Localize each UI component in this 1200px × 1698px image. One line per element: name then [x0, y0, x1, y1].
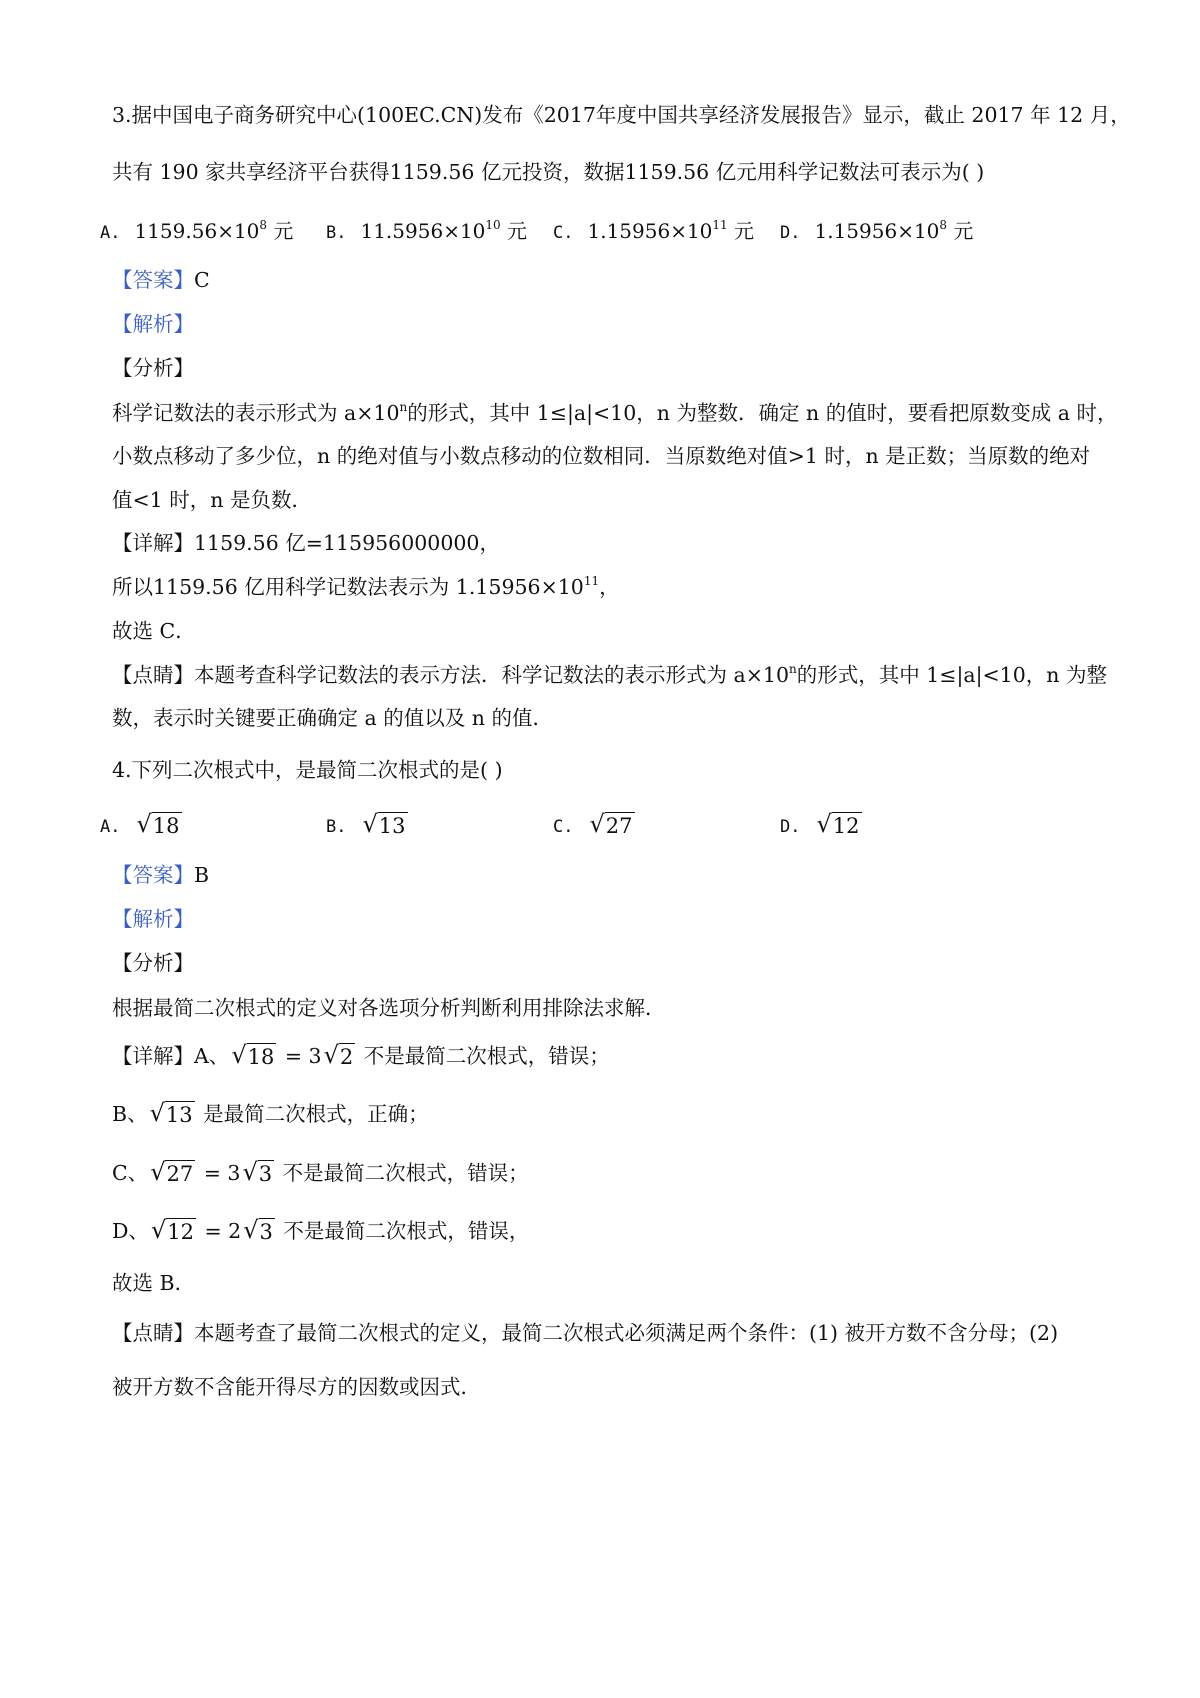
text-run: = 3 [197, 1161, 241, 1185]
q4-option-b [326, 810, 410, 842]
option-letter: A. [100, 223, 121, 243]
radicand: 13 [165, 1103, 193, 1127]
radicand: 27 [166, 1162, 194, 1186]
text-run: ， [599, 575, 620, 599]
option-unit: 元 [947, 219, 974, 243]
text-run: = 3 [278, 1044, 322, 1068]
radicand: 18 [247, 1045, 275, 1069]
option-exponent: 8 [259, 218, 268, 232]
radical: √ 3 [242, 1158, 273, 1186]
answer-value: C [194, 268, 210, 292]
q3-comment-line1 [112, 660, 1107, 690]
radicand: 12 [167, 1220, 194, 1244]
option-letter: C. [553, 223, 574, 243]
q3-comment-line2: 数，表示时关键要正确确定 a 的值以及 n 的值． [112, 706, 553, 730]
radicand: 18 [152, 814, 180, 838]
text-run: 是最简二次根式，正确； [196, 1102, 429, 1126]
answer-tag: 【答案】 [112, 268, 194, 292]
q4-detail-b [112, 1099, 1100, 1129]
comment-tag: 【点睛】 [112, 663, 194, 687]
text-run: = 2 [197, 1219, 242, 1243]
superscript: n [789, 662, 797, 676]
text-run: 的形式，其中 1≤|a|<10，n 为整数．确定 n 的值时，要看把原数变成 a 时， [407, 401, 1118, 425]
option-exponent: 11 [712, 218, 728, 232]
q4-answer [112, 860, 1100, 890]
q4-detail-c [112, 1158, 1100, 1188]
q3-stem-line2: 共有 190 家共享经济平台获得1159.56 亿元投资，数据1159.56 亿元用科学记数法可表示为( ) [112, 160, 985, 184]
q4-stem: 4.下列二次根式中，是最简二次根式的是( ) [112, 758, 503, 782]
q3-fenxi-line2: 小数点移动了多少位，n 的绝对值与小数点移动的位数相同．当原数绝对值>1 时，n 是正数；当原数的绝对 [112, 444, 1091, 468]
option-mantissa: 1.15956×10 [814, 219, 940, 243]
answer-tag: 【答案】 [112, 863, 194, 887]
radicand: 3 [258, 1162, 273, 1186]
option-mantissa: 1.15956×10 [587, 219, 713, 243]
q3-fenxi-tag: 【分析】 [112, 356, 194, 380]
q4-fenxi: 根据最简二次根式的定义对各选项分析判断利用排除法求解． [112, 996, 666, 1020]
option-unit: 元 [267, 219, 294, 243]
q3-detail [112, 528, 1100, 558]
text-run: 本题考查科学记数法的表示方法．科学记数法的表示形式为 a×10 [194, 663, 789, 687]
q3-option-c [553, 216, 754, 248]
option-unit: 元 [500, 219, 528, 243]
option-unit: 元 [727, 219, 755, 243]
text-run: 的形式，其中 1≤|a|<10，n 为整 [796, 663, 1107, 687]
superscript: 11 [583, 574, 600, 588]
text-run: B、 [112, 1102, 148, 1126]
radical: √ 27 [589, 810, 633, 838]
q3-detail-line3: 故选 C． [112, 619, 196, 643]
option-exponent: 10 [485, 218, 501, 232]
text-run: 所以1159.56 亿用科学记数法表示为 1.15956×10 [112, 575, 584, 599]
radicand: 3 [259, 1220, 273, 1244]
answer-value: B [194, 863, 210, 887]
q4-detail-a [112, 1041, 1100, 1071]
radical: √ 18 [136, 810, 180, 838]
superscript: n [399, 400, 408, 414]
radicand: 12 [832, 814, 860, 838]
radicand: 2 [339, 1045, 354, 1069]
text-run: 不是最简二次根式，错误， [276, 1219, 530, 1243]
q4-comment-line1 [112, 1318, 1100, 1348]
q3-option-b [326, 216, 527, 248]
text-run: 不是最简二次根式，错误； [276, 1161, 529, 1185]
text-run: D、 [112, 1219, 149, 1243]
text-run: 科学记数法的表示形式为 a×10 [112, 401, 400, 425]
option-mantissa: 11.5956×10 [360, 219, 486, 243]
q3-fenxi-line3: 值<1 时，n 是负数． [112, 488, 312, 512]
option-letter: C. [553, 817, 574, 837]
text-run: C、 [112, 1161, 149, 1185]
q4-option-a [100, 810, 184, 842]
q3-option-a [100, 216, 293, 248]
q3-detail-line2 [112, 572, 1100, 602]
q4-option-c [553, 810, 637, 842]
q4-option-d [780, 810, 864, 842]
detail-text: 1159.56 亿=115956000000， [194, 531, 500, 555]
option-letter: B. [326, 223, 347, 243]
q3-analysis-tag: 【解析】 [112, 312, 194, 336]
option-exponent: 8 [939, 218, 948, 232]
detail-tag: 【详解】 [112, 531, 194, 555]
q4-fenxi-tag: 【分析】 [112, 951, 194, 975]
radicand: 13 [378, 814, 406, 838]
option-mantissa: 1159.56×10 [134, 219, 260, 243]
q4-detail-d [112, 1216, 1100, 1246]
q3-stem-line1: 3.据中国电子商务研究中心(100EC.CN)发布《2017年度中国共享经济发展报告》显示，截止 2017 年 12 月， [112, 103, 1131, 127]
radicand: 27 [605, 814, 633, 838]
radical: √ 3 [243, 1216, 273, 1244]
radical: √ 27 [150, 1158, 194, 1186]
q3-option-d [780, 216, 973, 248]
q3-fenxi-line1 [112, 398, 1118, 428]
q4-comment-line2: 被开方数不含能开得尽方的因数或因式． [112, 1375, 481, 1399]
radical: √ 13 [362, 810, 406, 838]
text-run: 不是最简二次根式，错误； [357, 1044, 610, 1068]
radical: √ 12 [816, 810, 860, 838]
option-letter: A. [100, 817, 121, 837]
radical: √ 2 [323, 1041, 354, 1069]
radical: √ 18 [231, 1041, 275, 1069]
text-run: A、 [194, 1044, 230, 1068]
q4-detail-end: 故选 B． [112, 1271, 196, 1295]
detail-tag: 【详解】 [112, 1044, 194, 1068]
option-letter: D. [780, 223, 801, 243]
radical: √ 12 [150, 1216, 194, 1244]
text-run: 本题考查了最简二次根式的定义，最简二次根式必须满足两个条件：(1) 被开方数不含分母；(2) [194, 1321, 1059, 1345]
option-letter: B. [326, 817, 347, 837]
comment-tag: 【点睛】 [112, 1321, 194, 1345]
radical: √ 13 [149, 1099, 193, 1127]
option-letter: D. [780, 817, 801, 837]
q3-answer [112, 265, 1100, 295]
q4-analysis-tag: 【解析】 [112, 907, 194, 931]
